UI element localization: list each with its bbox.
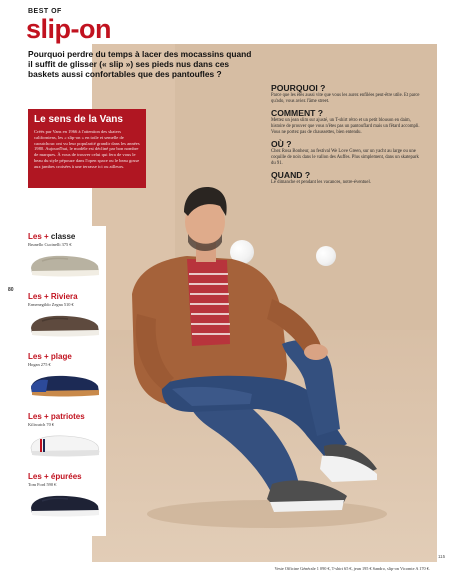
sidebar-title: Le sens de la Vans (34, 114, 123, 125)
model-photo (92, 44, 437, 562)
shoe-image (28, 370, 102, 400)
shoe-item (28, 292, 106, 340)
shoe-category: épurées (50, 472, 82, 481)
sidebar-body: Créés par Vans en 1966 à l'attention des skaters californiens, les « slip-on » en toile et semelle de caoutchouc ont vu leur popularité grandir dans les années 1980. Aujourd'hui, le modèle est décliné par bon nombre de marques. À vous de trouver celui qui fera de vous le beau du style pépouze dans l'open space ou le beau gosse aux jambes croisées à une terrasse ici ou ailleurs. (34, 129, 140, 169)
shoe-brand-price: Kiliwatch 70 € (28, 422, 55, 427)
shoe-brand-price: Tom Ford 590 € (28, 482, 57, 487)
shoe-prefix: Les + (28, 412, 51, 421)
shoe-category: Riviera (50, 292, 78, 301)
shoe-prefix: Les + (28, 352, 51, 361)
shoe-brand-price: Ermenegildo Zegna 510 € (28, 302, 74, 307)
shoe-category: classe (50, 232, 76, 241)
shoe-brand-price: Hogan 275 € (28, 362, 51, 367)
qa-question: COMMENT ? (271, 108, 324, 118)
shoe-column (28, 226, 106, 536)
shoe-item (28, 352, 106, 400)
intro-paragraph: Pourquoi perdre du temps à lacer des mocassins quand il suffit de glisser (« slip ») ses pieds nus dans ces baskets aussi confortables que des pantoufles ? (28, 49, 252, 80)
qa-answer: Parce que les êtes aussi vite que vous les aurez enfilées peut-être utile. Et parce qu'ado, vous aviez l'âme street. (271, 93, 420, 104)
shoe-item (28, 412, 106, 460)
photo-credits: Veste Officine Générale 1 090 €, T-shirt 65 €, jean 195 € Sandro, slip-on Vicomte A 170 €. (274, 566, 430, 571)
shoe-category: patriotes (50, 412, 85, 421)
shoe-prefix: Les + (28, 472, 51, 481)
shoe-prefix: Les + (28, 232, 51, 241)
page-number-left: 80 (8, 287, 14, 293)
shoe-brand-price: Brunello Cucinelli 375 € (28, 242, 72, 247)
qa-question: POURQUOI ? (271, 83, 326, 93)
page-number-right: 115 (438, 554, 446, 559)
shoe-image (28, 250, 102, 280)
qa-question: OÙ ? (271, 139, 292, 149)
shoe-image (28, 490, 102, 520)
shoe-image (28, 430, 102, 460)
shoe-item (28, 472, 106, 520)
qa-answer: Mettez un jean slim sur ajusté, un T-shirt rétro et un petit blouson en daim, histoire de prouver que vous n'êtes pas un pantouflard mais un fêtard accompli. Vous ne portez pas de chaussettes, bien entendu. (271, 118, 420, 135)
shoe-image (28, 310, 102, 340)
qa-answer: Le dimanche et pendant les vacances, notre-éventuel. (271, 180, 371, 185)
shoe-category: plage (50, 352, 72, 361)
qa-answer: Chez Rosa Bonheur, au festival We Love Green, sur un yacht au large ou une coquille de noix dans le vallon des Auffes. Plus simplement, dans un skatepark du 91. (271, 149, 419, 166)
qa-question: QUAND ? (271, 170, 311, 180)
shoe-prefix: Les + (28, 292, 51, 301)
section-kicker: BEST OF (28, 8, 62, 15)
shoe-item (28, 232, 106, 280)
page-title: slip-on (26, 14, 111, 44)
